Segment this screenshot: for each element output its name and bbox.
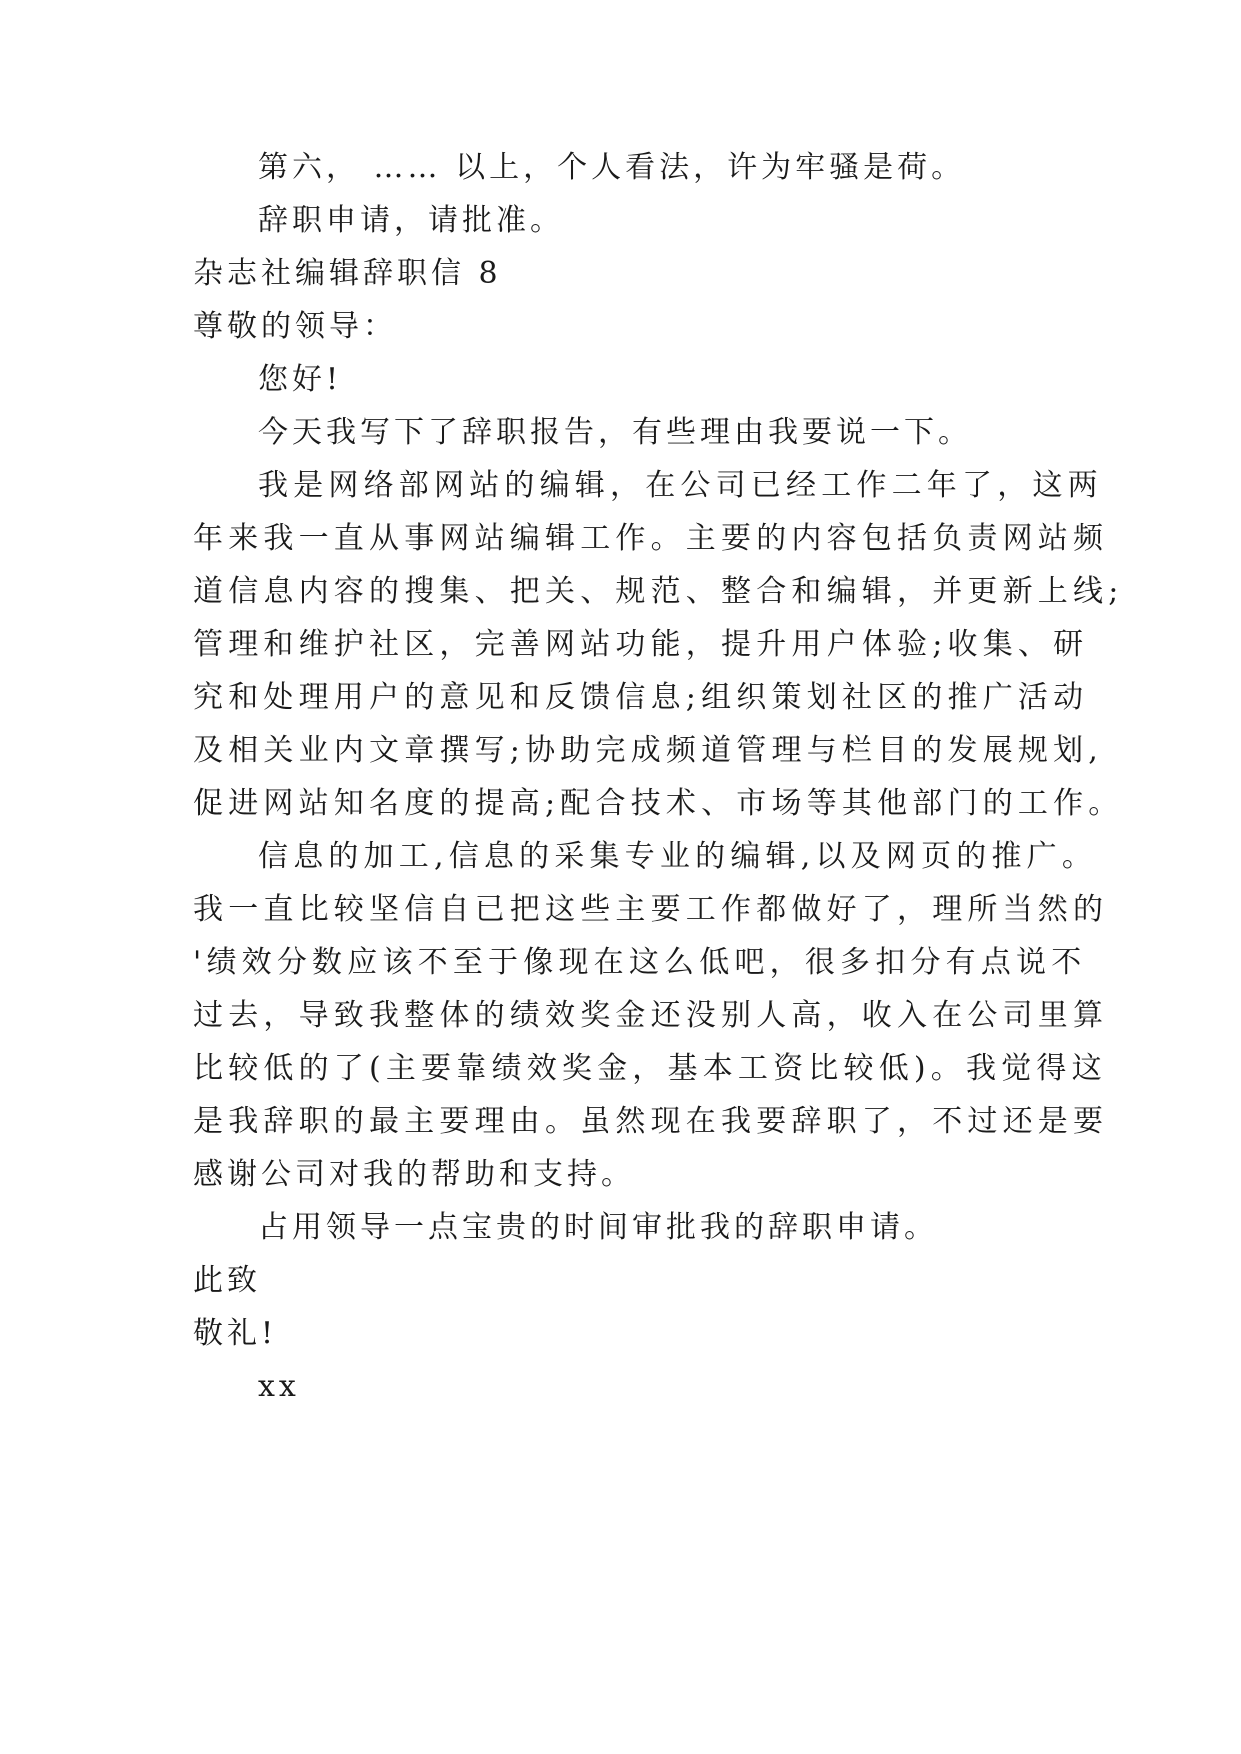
text-line-8: 年来我一直从事网站编辑工作。主要的内容包括负责网站频 (193, 521, 1109, 556)
text-line-16: '绩效分数应该不至于像现在这么低吧，很多扣分有点说不 (193, 945, 1087, 980)
closing-1: 此致 (193, 1263, 261, 1298)
text-line-19: 是我辞职的最主要理由。虽然现在我要辞职了，不过还是要 (193, 1104, 1109, 1139)
signature: xx (258, 1369, 300, 1404)
closing-2: 敬礼! (193, 1316, 278, 1351)
text-line-17: 过去，导致我整体的绩效奖金还没别人高，收入在公司里算 (193, 998, 1109, 1033)
text-line-6: 今天我写下了辞职报告，有些理由我要说一下。 (258, 415, 972, 450)
text-line-21: 占用领导一点宝贵的时间审批我的辞职申请。 (258, 1210, 938, 1245)
text-line-13: 促进网站知名度的提高;配合技术、市场等其他部门的工作。 (193, 786, 1124, 821)
greeting: 您好! (258, 362, 343, 397)
text-line-12: 及相关业内文章撰写;协助完成频道管理与栏目的发展规划, (193, 733, 1104, 768)
text-line-20: 感谢公司对我的帮助和支持。 (193, 1157, 635, 1192)
text-line-10: 管理和维护社区，完善网站功能，提升用户体验;收集、研 (193, 627, 1089, 662)
text-line-7: 我是网络部网站的编辑，在公司已经工作二年了，这两 (258, 468, 1103, 503)
text-line-15: 我一直比较坚信自已把这些主要工作都做好了，理所当然的 (193, 892, 1109, 927)
salutation: 尊敬的领导： (193, 309, 397, 344)
text-line-1: 第六， …… 以上，个人看法，许为牢骚是荷。 (258, 150, 966, 185)
text-line-11: 究和处理用户的意见和反馈信息;组织策划社区的推广活动 (193, 680, 1089, 715)
section-heading: 杂志社编辑辞职信 8 (193, 256, 502, 291)
text-line-14: 信息的加工,信息的采集专业的编辑,以及网页的推广。 (258, 839, 1098, 874)
text-line-2: 辞职申请，请批准。 (258, 203, 564, 238)
text-line-9: 道信息内容的搜集、把关、规范、整合和编辑，并更新上线; (193, 574, 1124, 609)
text-line-18: 比较低的了(主要靠绩效奖金，基本工资比较低)。我觉得这 (193, 1051, 1107, 1086)
